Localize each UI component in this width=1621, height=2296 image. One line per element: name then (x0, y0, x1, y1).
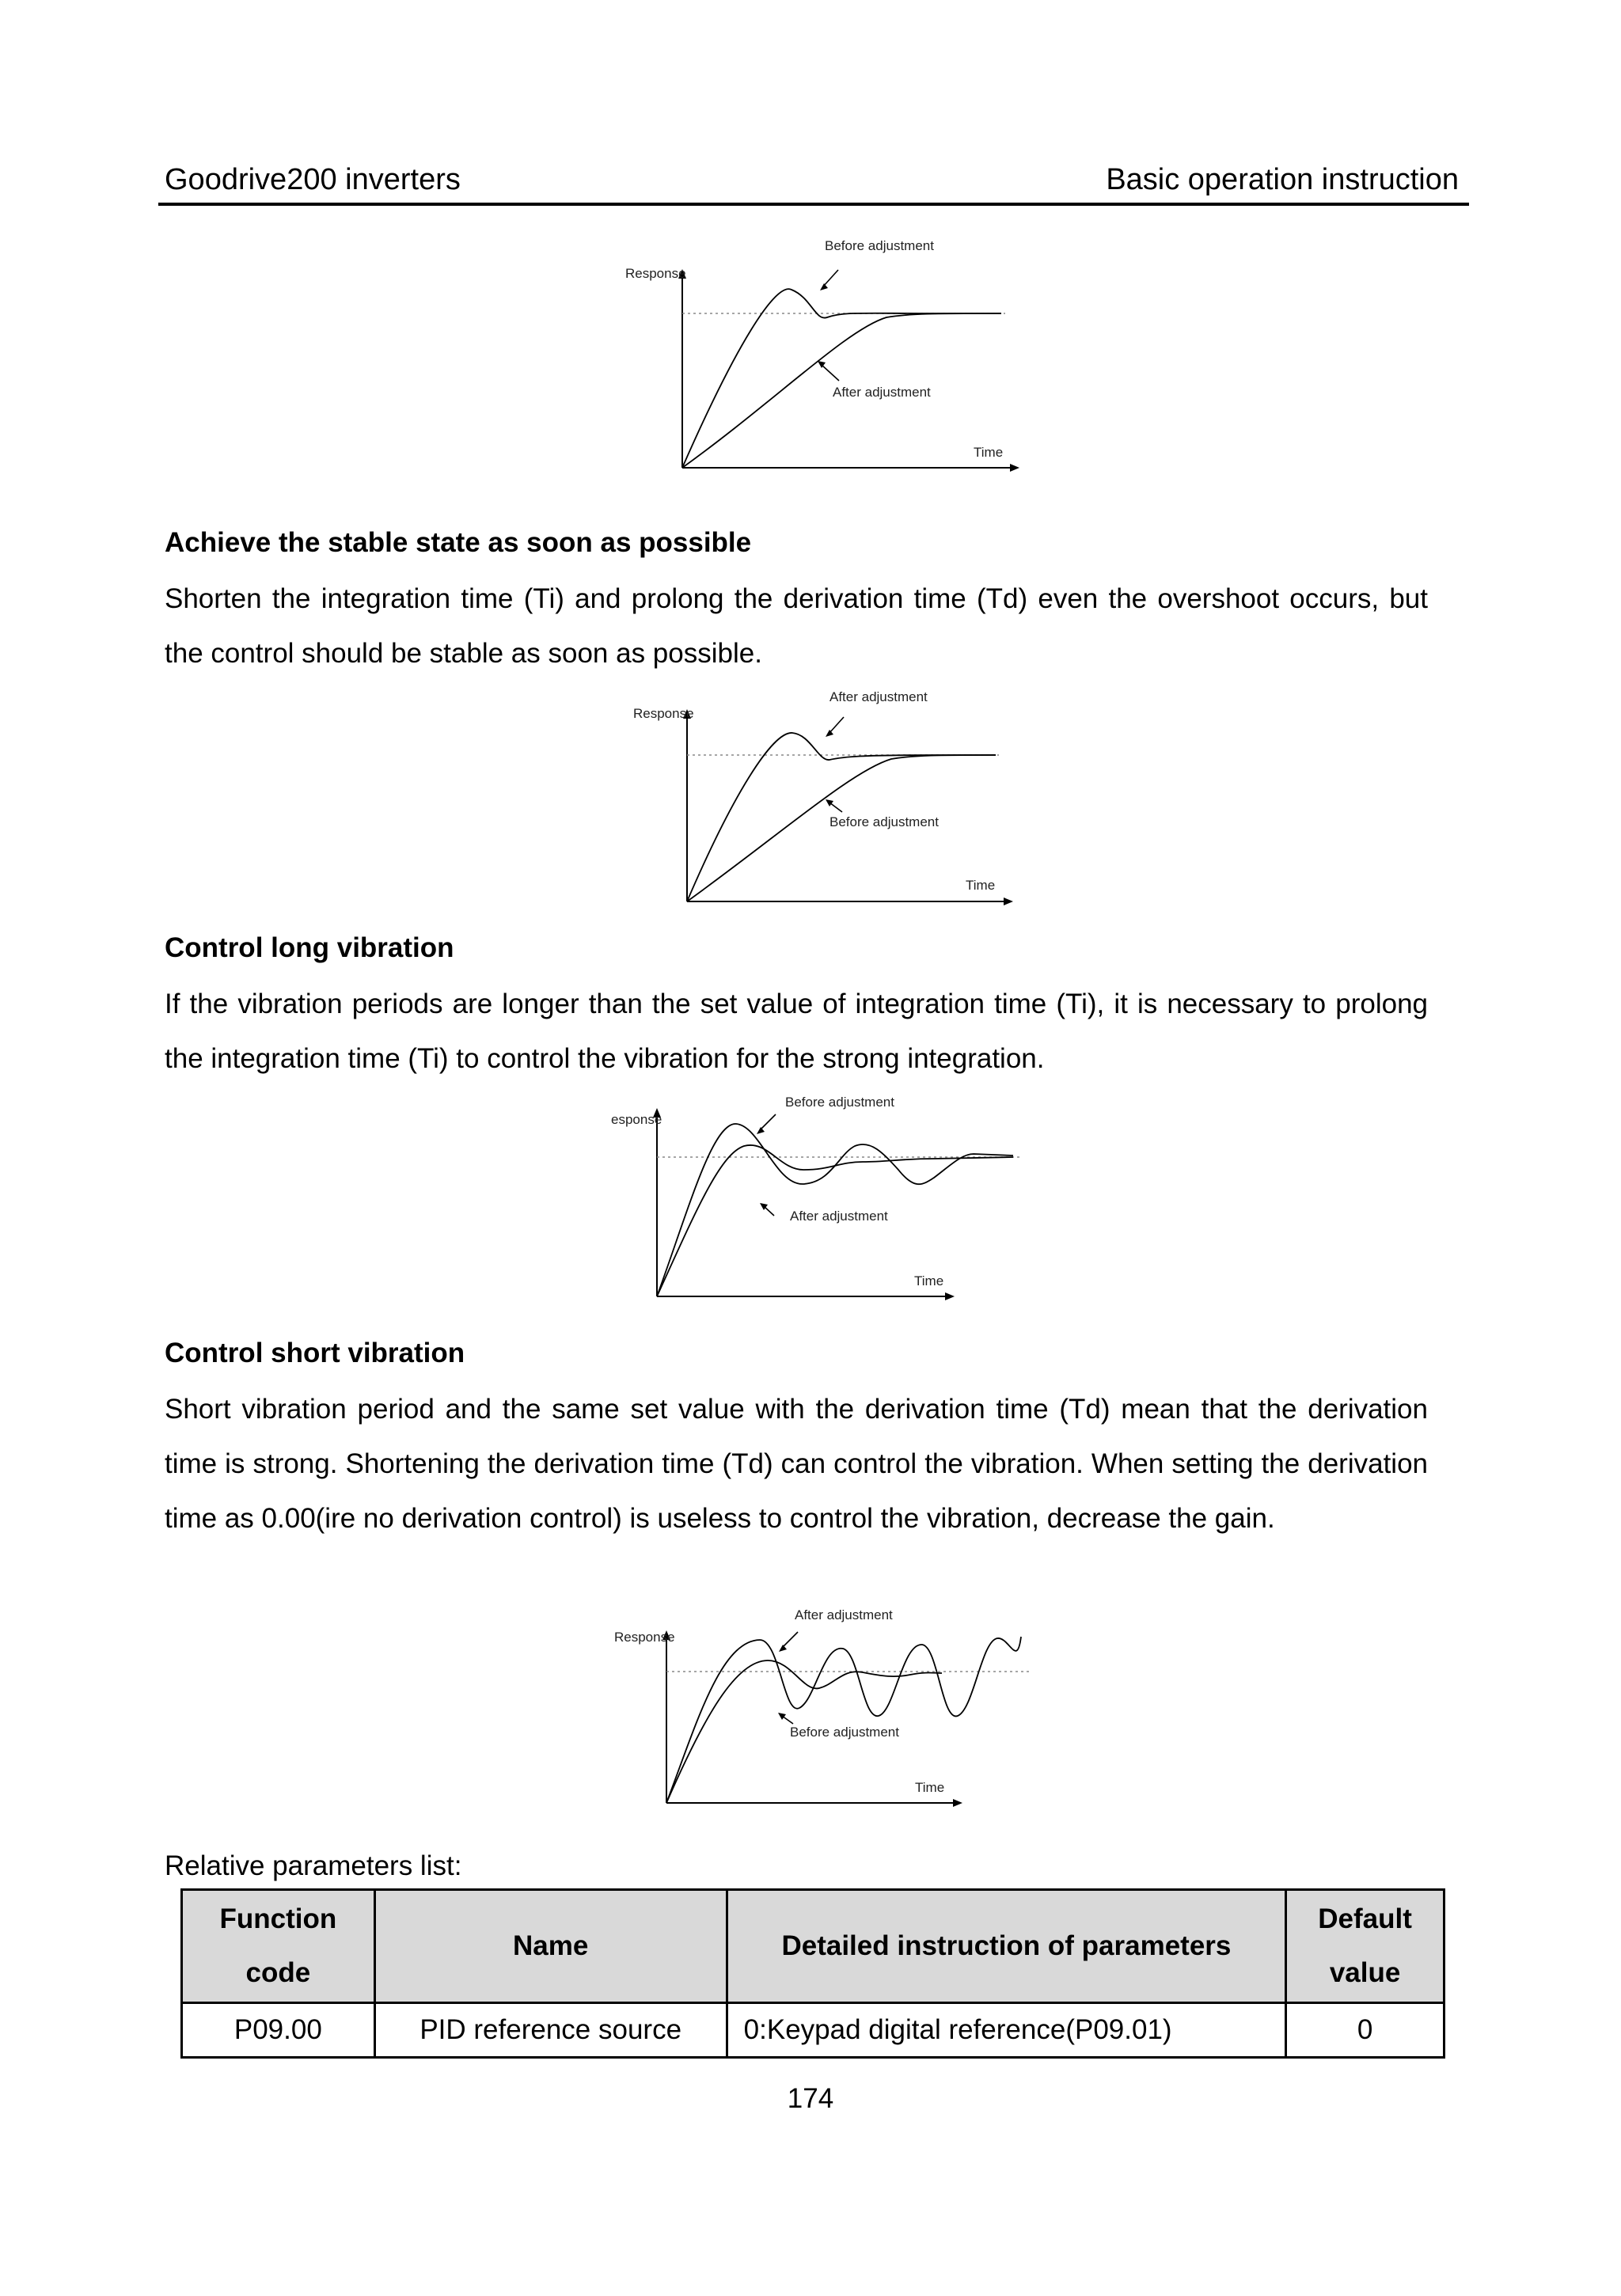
header-doc-title: Goodrive200 inverters (165, 163, 461, 196)
header-function-code (182, 1890, 375, 2003)
header-detail: Detailed instruction of parameters (727, 1890, 1286, 2003)
section-paragraph: Short vibration period and the same set value with the derivation time (Td) mean that the derivation time is strong. Shortening the derivation time (Td) can control the vibration. When setting the derivation time as 0.00(ire no derivation control) is useless to control the vibration, decrease the gain. (165, 1394, 1428, 1534)
header-name: Name (374, 1890, 727, 2003)
before-adjustment-label: Before adjustment (825, 238, 934, 253)
page-number: 174 (787, 2083, 834, 2114)
response-figure-3 (602, 1091, 1029, 1314)
response-label: Response (633, 706, 694, 721)
parameters-table (180, 1888, 1445, 2059)
cell-detail: 0:Keypad digital reference(P09.01) (727, 2003, 1286, 2058)
time-label: Time (974, 445, 1004, 460)
response-label: Response (625, 266, 686, 281)
after-adjustment-label: After adjustment (790, 1209, 888, 1224)
response-label: Response (614, 1630, 675, 1645)
response-figure-1 (617, 234, 1029, 480)
after-adjustment-label: After adjustment (833, 385, 931, 400)
header-function-code-line2: code (245, 1957, 311, 1988)
section-paragraph: Shorten the integration time (Ti) and prolong the derivation time (Td) even the overshoot occurs, but the control should be stable as soon as possible. (165, 583, 1428, 669)
section-heading: Control long vibration (165, 932, 454, 963)
header-default-value (1286, 1890, 1444, 2003)
cell-default-value: 0 (1286, 2003, 1444, 2058)
header-default-line2: value (1329, 1957, 1401, 1988)
table-header-row (182, 1890, 1444, 2003)
before-adjustment-label: Before adjustment (829, 814, 939, 829)
response-figure-4 (609, 1605, 1037, 1820)
section-heading: Control short vibration (165, 1338, 465, 1368)
section-paragraph: If the vibration periods are longer than the set value of integration time (Ti), it is necessary to prolong the integration time (Ti) to control the vibration for the strong integration. (165, 989, 1428, 1074)
time-label: Time (966, 878, 996, 893)
cell-name: PID reference source (374, 2003, 727, 2058)
before-adjustment-label: Before adjustment (790, 1725, 899, 1740)
header-function-code-line1: Function (219, 1903, 337, 1934)
cell-function-code: P09.00 (182, 2003, 375, 2058)
header-default-line1: Default (1318, 1903, 1412, 1934)
after-adjustment-label: After adjustment (795, 1607, 893, 1622)
header-section-title: Basic operation instruction (1106, 163, 1459, 196)
response-label: esponse (611, 1112, 662, 1127)
response-figure-2 (622, 684, 1034, 913)
header-rule (158, 203, 1469, 206)
params-caption: Relative parameters list: (165, 1850, 462, 1881)
time-label: Time (914, 1273, 944, 1288)
table-row (182, 2003, 1444, 2058)
before-adjustment-label: Before adjustment (785, 1095, 894, 1110)
time-label: Time (915, 1780, 945, 1795)
section-heading: Achieve the stable state as soon as possible (165, 527, 752, 558)
after-adjustment-label: After adjustment (829, 689, 928, 704)
